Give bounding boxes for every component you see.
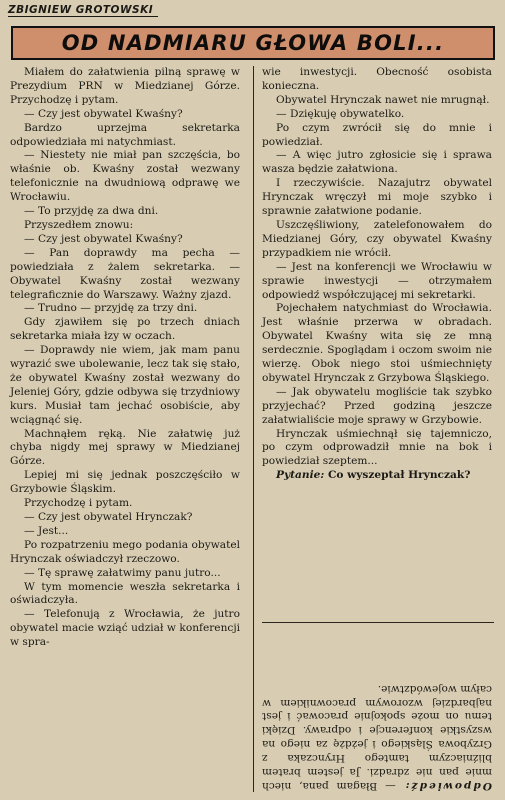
- article-paragraph: — Jak obywatelu mogliście tak szybko przyjechać? Przed godziną jeszcze załatwialiście moje sprawy w Grzybowie.: [262, 385, 492, 426]
- question-label: Pytanie:: [276, 469, 325, 482]
- article-paragraph: Uszczęśliwiony, zatelefonowałem do Miedzianej Góry, czy obywatel Kwaśny przypadkiem nie wrócił.: [262, 218, 492, 259]
- answer-label: Odpowiedź:: [403, 780, 492, 792]
- article-paragraph: Machnąłem ręką. Nie załatwię już chyba nigdy mej sprawy w Miedzianej Górze.: [10, 427, 240, 468]
- article-paragraph: Przyszedłem znowu:: [24, 218, 134, 231]
- author-underline: [8, 16, 158, 17]
- article-paragraph: — Pan doprawdy ma pecha — powiedziała z żalem sekretarka. — Obywatel Kwaśny został wezwany telegraficznie do Warszawy. Ważny zjazd.: [10, 246, 240, 301]
- question-paragraph: [262, 469, 492, 483]
- article-paragraph: — Jest na konferencji we Wrocławiu w sprawie inwestycji — otrzymałem odpowiedź współczującej mi sekretarki.: [262, 260, 492, 301]
- answer-text: — Błagam pana, niech mnie pan nie zdradzi. Ja jestem bratem bliźniaczym tamtego Hrynczaka z Grzybowa Śląskiego i jeżdżę za niego na wszystkie konferencje i odprawy. Dzięki temu on może spokojnie pracować i jest najbardziej wzorowym pracownikiem w całym województwie.: [262, 682, 492, 792]
- article-paragraph: Miałem do załatwienia pilną sprawę w Prezydium PRN w Miedzianej Górze. Przychodzę i pytam.: [10, 66, 240, 106]
- article-paragraph: Lepiej mi się jednak poszczęściło w Grzybowie Śląskim.: [10, 469, 240, 496]
- author-byline: ZBIGNIEW GROTOWSKI: [8, 4, 154, 16]
- article-paragraph: wie inwestycji. Obecność osobista konieczna.: [262, 66, 492, 92]
- article-paragraph: Przychodzę i pytam.: [24, 497, 133, 510]
- article-paragraph: — Czy jest obywatel Kwaśny?: [24, 232, 183, 245]
- article-paragraph: — Doprawdy nie wiem, jak mam panu wyrazić swe ubolewanie, lecz tak się stało, że obywatel Kwaśny został wezwany do Jeleniej Góry, gdzie odbywa się trzydniowy kurs. Musiał tam jechać osobiście, aby wciągnąć się.: [10, 344, 240, 426]
- article-paragraph: W tym momencie weszła sekretarka i oświadczyła.: [10, 580, 240, 607]
- article-column-right: [262, 66, 492, 626]
- headline: OD NADMIARU GŁOWA BOLI...: [61, 31, 445, 55]
- article-paragraph: Hrynczak uśmiechnął się tajemniczo, po czym odprowadził mnie na bok i powiedział szeptem...: [262, 427, 492, 468]
- answer-divider: [262, 622, 494, 623]
- article-paragraph: — Dziękuję obywatelko.: [276, 107, 405, 120]
- article-paragraph: — Tę sprawę załatwimy panu jutro...: [24, 566, 221, 579]
- article-paragraph: — Jest...: [24, 524, 69, 537]
- article-paragraph: — To przyjdę za dwa dni.: [24, 205, 159, 218]
- article-paragraph: Po rozpatrzeniu mego podania obywatel Hrynczak oświadczył rzeczowo.: [10, 538, 240, 565]
- article-paragraph: Gdy zjawiłem się po trzech dniach sekretarka miała łzy w oczach.: [10, 316, 240, 343]
- article-paragraph: — Czy jest obywatel Kwaśny?: [24, 107, 183, 120]
- article-paragraph: Pojechałem natychmiast do Wrocławia. Jest właśnie przerwa w obradach. Obywatel Kwaśny wita się ze mną serdecznie. Spoglądam i oczom swoim nie wierzę. Obok niego stoi uśmiechnięty obywatel Hrynczak z Grzybowa Śląskiego.: [262, 302, 492, 384]
- article-paragraph: — Niestety nie miał pan szczęścia, bo właśnie ob. Kwaśny został wezwany telefonicznie na dwudniową odprawę we Wrocławiu.: [10, 149, 240, 204]
- headline-box: [11, 26, 495, 60]
- column-divider: [253, 66, 254, 792]
- answer-paragraph: [262, 681, 492, 792]
- question-text: Co wyszeptał Hrynczak?: [327, 469, 471, 482]
- article-column-left: [10, 66, 240, 796]
- article-paragraph: — A więc jutro zgłosicie się i sprawa wasza będzie załatwiona.: [262, 149, 492, 176]
- article-paragraph: — Telefonują z Wrocławia, że jutro obywatel macie wziąć udział w konferencji w spra-: [10, 608, 240, 649]
- article-paragraph: Po czym zwrócił się do mnie i powiedział.: [262, 121, 492, 148]
- article-paragraph: — Trudno — przyjdę za trzy dni.: [24, 302, 198, 315]
- article-paragraph: — Czy jest obywatel Hrynczak?: [24, 511, 193, 523]
- article-paragraph: Obywatel Hrynczak nawet nie mrugnął.: [276, 93, 490, 106]
- answer-upside-down: [262, 628, 492, 792]
- article-paragraph: I rzeczywiście. Nazajutrz obywatel Hrynczak wręczył mi moje szybko i sprawnie załatwione podanie.: [262, 177, 492, 218]
- article-paragraph: Bardzo uprzejma sekretarka odpowiedziała mi natychmiast.: [10, 121, 240, 148]
